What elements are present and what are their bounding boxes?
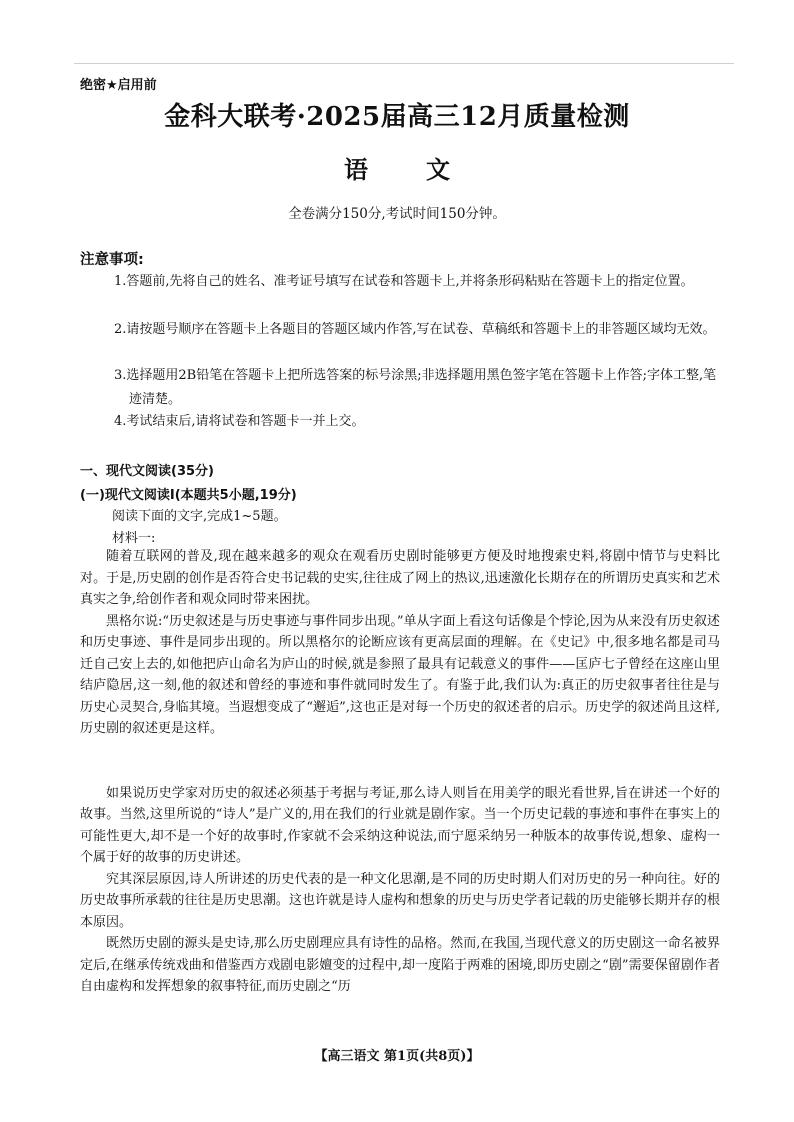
subject-char-2: 文 xyxy=(426,155,450,184)
note-item xyxy=(114,410,724,434)
exam-title: 金科大联考·2025届高三12月质量检测 xyxy=(164,102,630,132)
note-item xyxy=(114,364,724,412)
passage-paragraph: 既然历史剧的源头是史诗,那么历史剧理应具有诗性的品格。然而,在我国,当现代意义的历史剧这一命名被界定后,在继承传统戏曲和借鉴西方戏剧电影嬗变的过程中,却一度陷于两难的困境,即历史剧之“剧”需要保留剧作者自由虚构和发挥想象的叙事特征,而历史剧之“历 xyxy=(80,936,720,994)
section-heading: 一、现代文阅读(35分) xyxy=(80,464,214,479)
reading-passage xyxy=(80,546,720,998)
note-item-text: 1.答题前,先将自己的姓名、准考证号填写在试卷和答题卡上,并将条形码粘贴在答题卡上的指定位置。 xyxy=(114,274,694,289)
note-item xyxy=(114,318,724,342)
passage-paragraph: 如果说历史学家对历史的叙述必须基于考据与考证,那么诗人则旨在用美学的眼光看世界,旨在讲述一个好的故事。当然,这里所说的“诗人”是广义的,用在我们的行业就是剧作家。当一个历史记载的事迹和事件在事实上的可能性更大,却不是一个好的故事时,作家就不会采纳这种说法,而宁愿采纳另一种版本的故事传说,想象、虚构一个属于好的故事的历史讲述。 xyxy=(80,785,720,865)
subject-char-1: 语 xyxy=(344,155,368,184)
material-label: 材料一: xyxy=(112,531,156,546)
note-item-text: 4.考试结束后,请将试卷和答题卡一并上交。 xyxy=(114,414,365,429)
reading-instruction: 阅读下面的文字,完成1~5题。 xyxy=(112,509,287,524)
passage-paragraph: 黑格尔说:“历史叙述是与历史事迹与事件同步出现。”单从字面上看这句话像是个悖论,因为从来没有历史叙述和历史事迹、事件是同步出现的。所以黑格尔的论断应该有更高层面的理解。在《史记》中,很多地名都是司马迁自己安上去的,如他把庐山命名为庐山的时候,就是参照了最具有记载意义的事件——匡庐七子曾经在这座山里结庐隐居,这一刻,他的叙述和曾经的事迹和事件就同时发生了。有鉴于此,我们认为:真正的历史叙事者往往是与历史心灵契合,身临其境。当遐想变成了“邂逅”,这也正是对每一个历史的叙述者的启示。历史学的叙述尚且这样,历史剧的叙述更是这样。 xyxy=(80,613,720,736)
score-info: 全卷满分150分,考试时间150分钟。 xyxy=(288,206,506,222)
passage-paragraph: 究其深层原因,诗人所讲述的历史代表的是一种文化思潮,是不同的历史时期人们对历史的另一种向往。好的历史故事所承载的往往是历史思潮。这也许就是诗人虚构和想象的历史与历史学者记载的历史能够长期并存的根本原因。 xyxy=(80,871,720,930)
subject-title xyxy=(0,150,794,185)
header-rule xyxy=(74,63,734,64)
sub-section-heading: (一)现代文阅读Ⅰ(本题共5小题,19分) xyxy=(80,488,297,503)
note-item-text: 3.选择题用2B铅笔在答题卡上把所选答案的标号涂黑;非选择题用黑色签字笔在答题卡上作答;字体工整,笔迹清楚。 xyxy=(114,368,717,407)
note-item-text: 2.请按题号顺序在答题卡上各题目的答题区域内作答,写在试卷、草稿纸和答题卡上的非答题区域均无效。 xyxy=(114,322,716,337)
passage-paragraph: 随着互联网的普及,现在越来越多的观众在观看历史剧时能够更方便及时地搜索史料,将剧中情节与史料比对。于是,历史剧的创作是否符合史书记载的史实,往往成了网上的热议,迅速激化长期存在的所谓历史真实和艺术真实之争,给创作者和观众同时带来困扰。 xyxy=(80,549,720,607)
confidential-mark: 绝密★启用前 xyxy=(80,78,157,93)
notes-heading: 注意事项: xyxy=(80,252,144,268)
page-footer: 【高三语文 第1页(共8页)】 xyxy=(314,1049,480,1064)
note-item xyxy=(114,270,724,294)
